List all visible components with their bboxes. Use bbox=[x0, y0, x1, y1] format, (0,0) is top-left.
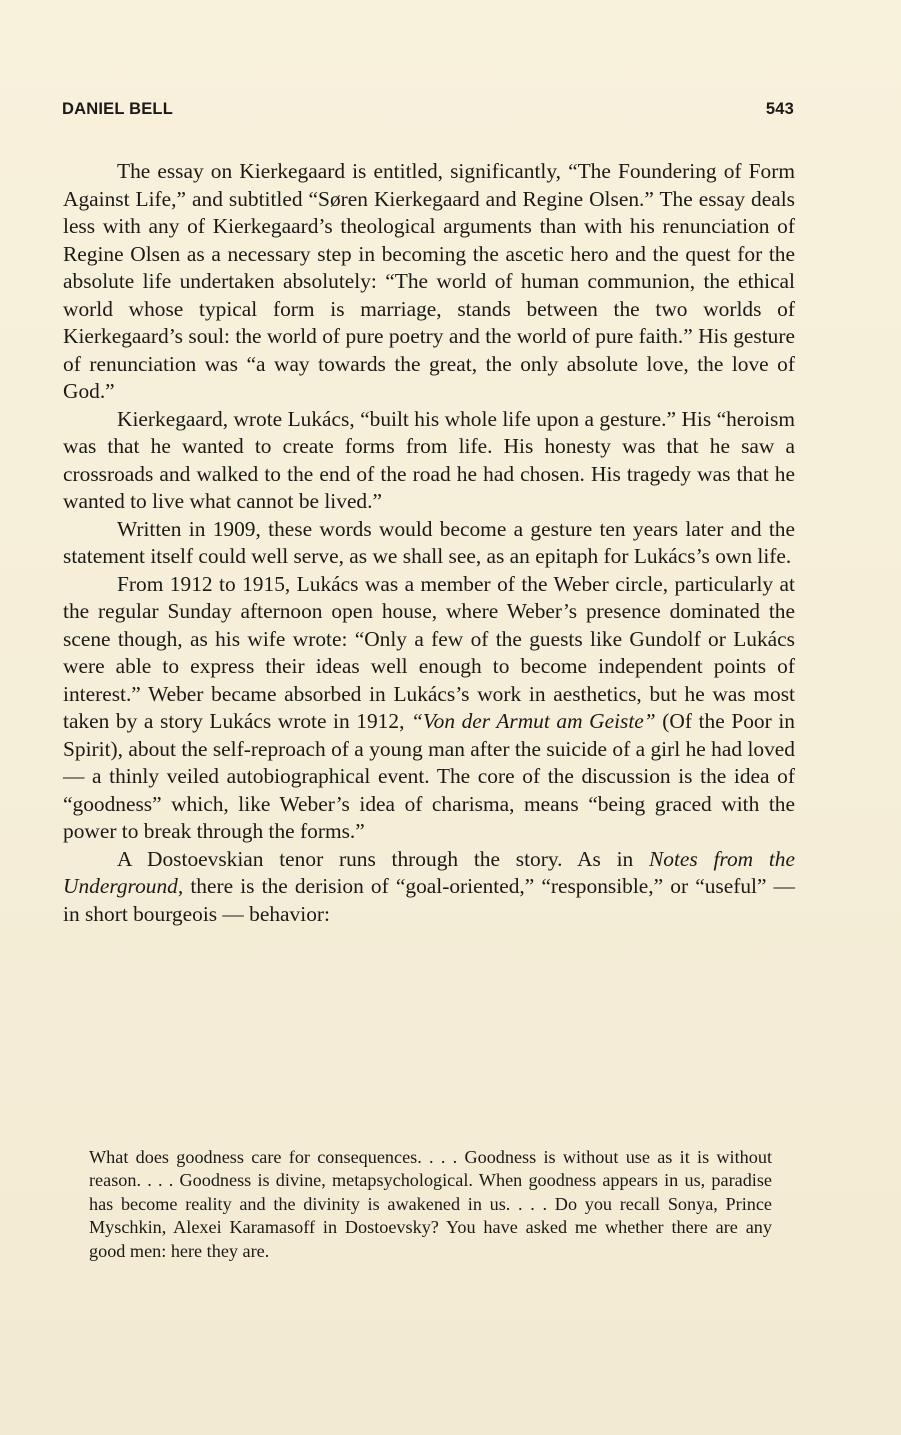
paragraph-text: The essay on Kierkegaard is entitled, significantly, “The Foundering of Form Against Life,” and subtitled “Søren Kierkegaard and Regine Olsen.” The essay deals less with any of Kierkegaard’s theological arguments than with his renunciation of Regine Olsen as a necessary step in becoming the ascetic hero and the quest for the absolute life undertaken absolutely: “The world of human communion, the ethical world whose typical form is marriage, stands between the two worlds of Kierkegaard’s soul: the world of pure poetry and the world of pure faith.” His gesture of renunciation was “a way towards the great, the only absolute love, the love of God.” bbox=[63, 159, 795, 403]
paragraph bbox=[63, 158, 795, 406]
paragraph bbox=[63, 406, 795, 516]
paragraph bbox=[63, 571, 795, 846]
paragraph-text: (Of the Poor in Spirit), about the self-reproach of a young man after the suicide of a girl he had loved — a thinly veiled autobiographical event. The core of the discussion is the idea of “goodness” which, like Weber’s idea of charisma, means “being graced with the power to break through the forms.” bbox=[63, 709, 795, 843]
running-head bbox=[62, 100, 794, 126]
paragraph-text: Written in 1909, these words would become a gesture ten years later and the statement itself could well serve, as we shall see, as an epitaph for Lukács’s own life. bbox=[63, 516, 795, 568]
paragraph-text: A Dostoevskian tenor runs through the story. As in bbox=[117, 846, 649, 871]
paragraph bbox=[63, 516, 795, 571]
paragraph-text: Kierkegaard, wrote Lukács, “built his whole life upon a gesture.” His “heroism was that he wanted to create forms from life. His honesty was that he saw a crossroads and walked to the end of the road he had chosen. His tragedy was that he wanted to live what cannot be lived.” bbox=[63, 406, 795, 513]
paragraph-text: there is the derision of “goal-oriented,” “responsible,” or “useful” — in short bourgeois — behavior: bbox=[63, 874, 795, 926]
italic-title: Notes from the Underground, bbox=[63, 846, 795, 898]
body-text bbox=[63, 158, 795, 928]
italic-title: “Von der Armut am Geiste” bbox=[411, 709, 656, 733]
page-number: 543 bbox=[765, 100, 794, 118]
paragraph bbox=[63, 846, 795, 929]
paragraph-text: From 1912 to 1915, Lukács was a member of the Weber circle, particularly at the regular Sunday afternoon open house, where Weber’s presence dominated the scene though, as his wife wrote: “Only a few of the guests like Gundolf or Lukács were able to express their ideas well enough to become independent points of interest.” Weber became absorbed in Lukács’s work in aesthetics, but he was most taken by a story Lukács wrote in 1912, bbox=[63, 571, 795, 733]
block-quote-text: What does goodness care for consequences. . . . Goodness is without use as it is without reason. . . . Goodness is divine, metapsychological. When goodness appears in us, paradise has become reality and the divinity is awakened in us. . . . Do you recall Sonya, Prince Myschkin, Alexei Karamasoff in Dostoevsky? You have asked me whether there are any good men: here they are. bbox=[89, 1147, 772, 1261]
block-quote bbox=[89, 1146, 772, 1263]
running-head-author: DANIEL BELL bbox=[62, 100, 173, 118]
